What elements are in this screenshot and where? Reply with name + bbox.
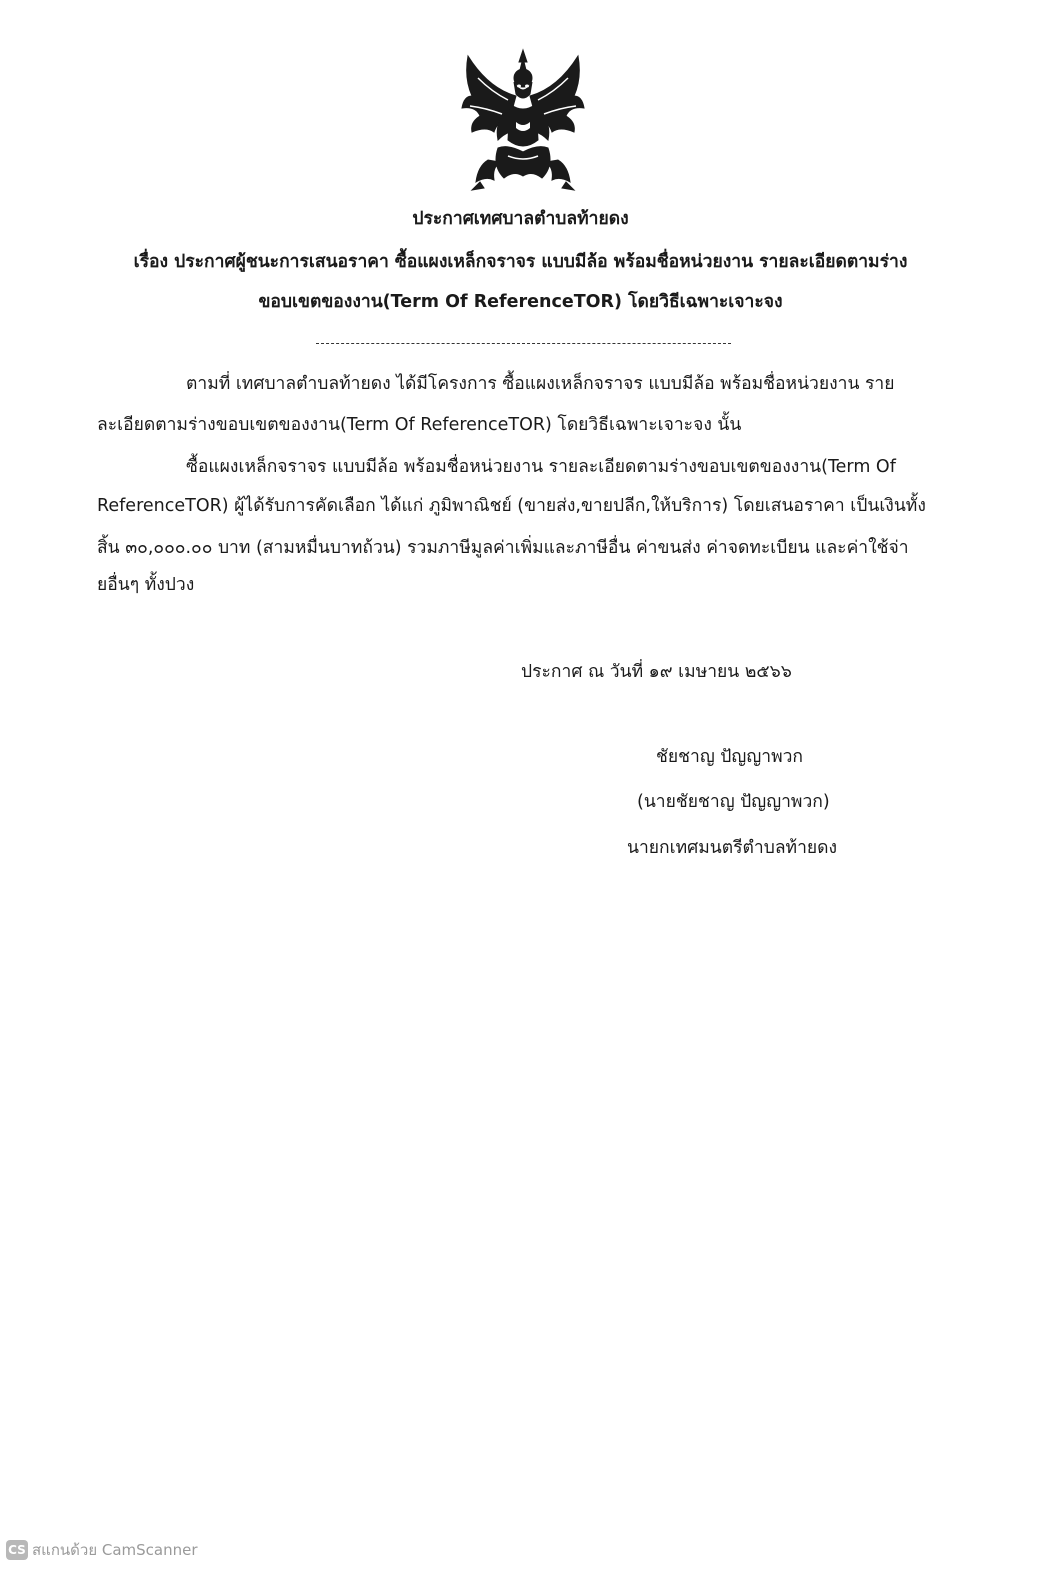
garuda-emblem-icon xyxy=(458,48,588,198)
paragraph-1-line-2: ละเอียดตามร่างขอบเขตของงาน(Term Of ReferenceTOR) โดยวิธีเฉพาะเจาะจง นั้น xyxy=(97,415,742,435)
announcement-date: ประกาศ ณ วันที่ ๑๙ เมษายน ๒๕๖๖ xyxy=(521,662,792,682)
signer-position: นายกเทศมนตรีตำบลท้ายดง xyxy=(627,838,838,858)
separator-line xyxy=(316,343,731,344)
paragraph-2-line-1: ซื้อแผงเหล็กจราจร แบบมีล้อ พร้อมชื่อหน่วยงาน รายละเอียดตามร่างขอบเขตของงาน(Term Of xyxy=(186,457,896,477)
paragraph-1-line-1: ตามที่ เทศบาลตำบลท้ายดง ได้มีโครงการ ซื้อแผงเหล็กจราจร แบบมีล้อ พร้อมชื่อหน่วยงาน ราย xyxy=(186,374,895,394)
subject-line-2: ขอบเขตของงาน(Term Of ReferenceTOR) โดยวิธีเฉพาะเจาะจง xyxy=(258,292,783,312)
paragraph-2-line-3: สิ้น ๓๐,๐๐๐.๐๐ บาท (สามหมื่นบาทถ้วน) รวมภาษีมูลค่าเพิ่มและภาษีอื่น ค่าขนส่ง ค่าจดทะเบียน และค่าใช้จ่า xyxy=(97,538,909,558)
camscanner-watermark xyxy=(6,1538,198,1562)
announcement-title: ประกาศเทศบาลตำบลท้ายดง xyxy=(412,209,629,229)
camscanner-logo-icon: CS xyxy=(6,1540,28,1560)
signature-name: ชัยชาญ ปัญญาพวก xyxy=(656,747,804,767)
printed-name: (นายชัยชาญ ปัญญาพวก) xyxy=(637,792,830,812)
watermark-text: สแกนด้วย CamScanner xyxy=(32,1541,198,1559)
paragraph-2-line-2: ReferenceTOR) ผู้ได้รับการคัดเลือก ได้แก่ ภูมิพาณิชย์ (ขายส่ง,ขายปลีก,ให้บริการ) โดยเสนอราคา เป็นเงินทั้ง xyxy=(97,496,926,516)
subject-line-1: เรื่อง ประกาศผู้ชนะการเสนอราคา ซื้อแผงเหล็กจราจร แบบมีล้อ พร้อมชื่อหน่วยงาน รายละเอียดตามร่าง xyxy=(133,252,908,272)
paragraph-2-line-4: ยอื่นๆ ทั้งปวง xyxy=(97,575,195,595)
